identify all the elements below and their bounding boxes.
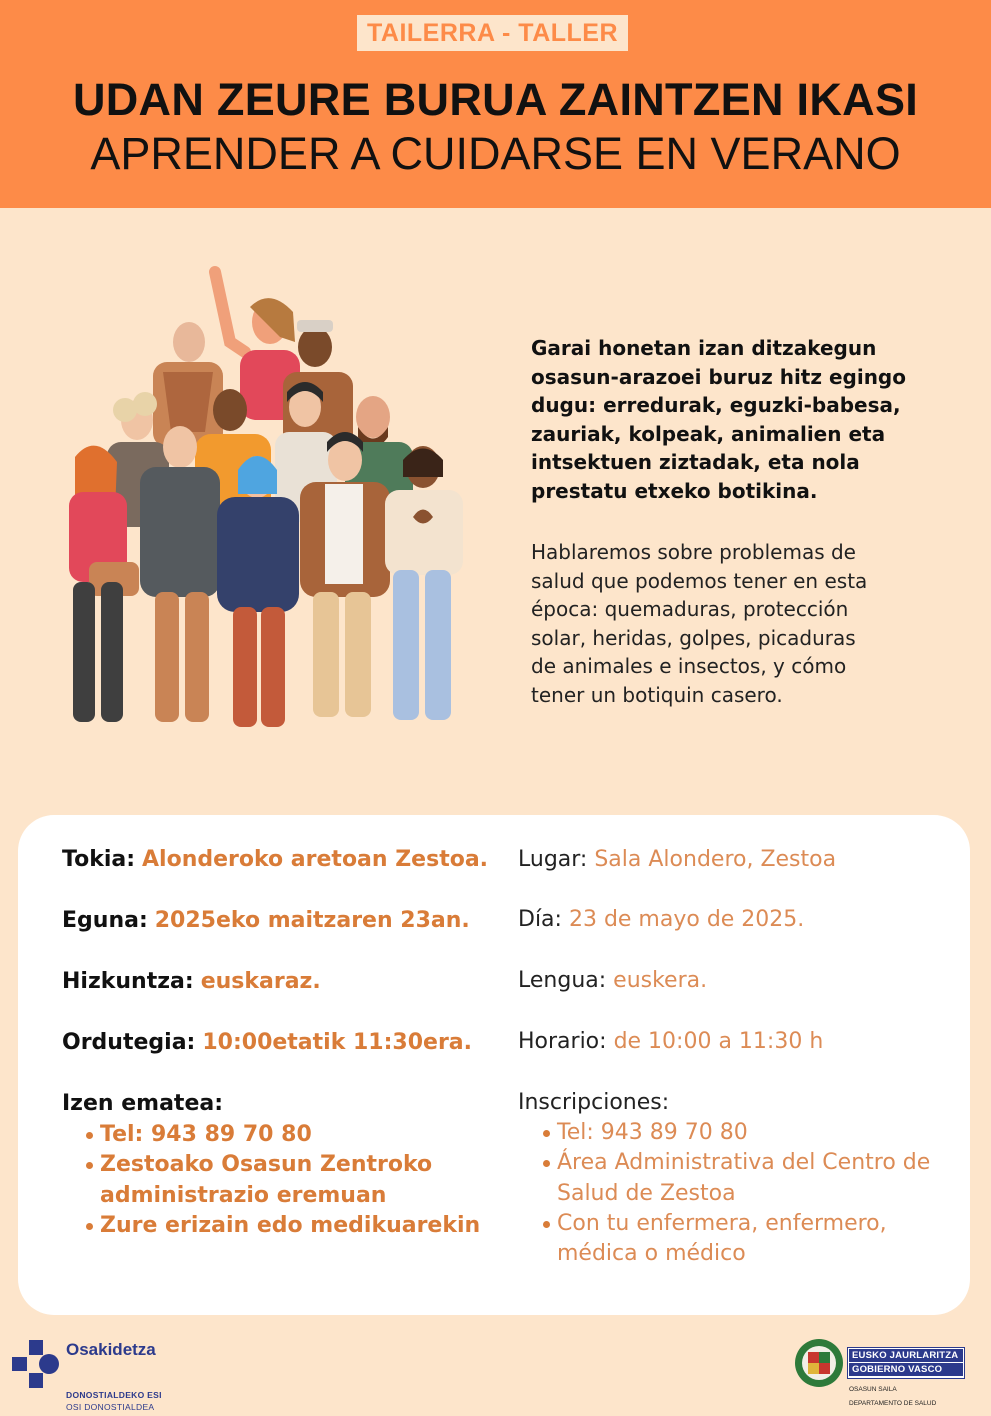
list-item-text: Salud de Zestoa [557,1180,736,1206]
basque-government-name-eu: EUSKO JAURLARITZA [849,1349,963,1362]
registration-label: Inscripciones: [518,1090,670,1115]
osakidetza-subtitle: OSI DONOSTIALDEA [66,1402,155,1412]
date-label: Eguna: [62,908,148,933]
description-basque [531,334,951,506]
registration-list-basque [86,1120,486,1241]
osakidetza-subtitle: DONOSTIALDEKO ESI [66,1390,162,1400]
description-line: época: quemaduras, protección [531,597,849,622]
registration-heading-basque [62,1089,223,1119]
list-item [543,1209,963,1270]
person-elder [153,322,223,447]
schedule-row-spanish [518,1027,823,1057]
workshop-badge: TAILERRA - TALLER [357,15,628,51]
osakidetza-name: Osakidetza [66,1340,156,1359]
language-row-basque [62,967,321,997]
language-label: Hizkuntza: [62,969,194,994]
list-item-text: administrazio eremuan [100,1182,387,1208]
language-value: euskaraz. [200,969,321,994]
description-line: de animales e insectos, y cómo [531,654,847,679]
list-item-text: Con tu enfermera, enfermero, [557,1210,887,1236]
description-spanish [531,538,951,710]
title-spanish: APRENDER A CUIDARSE EN VERANO [90,128,901,179]
title-basque: UDAN ZEURE BURUA ZAINTZEN IKASI [72,74,919,125]
language-value: euskera. [613,968,708,993]
schedule-label: Horario: [518,1029,607,1054]
list-item [543,1148,963,1209]
schedule-value: 10:00etatik 11:30era. [202,1030,473,1055]
description-line: osasun-arazoei buruz hitz egingo [531,364,906,389]
basque-government-name-es: GOBIERNO VASCO [849,1363,963,1376]
place-label: Lugar: [518,847,588,872]
date-row-spanish [518,905,804,935]
list-item-text: médica o médico [557,1241,746,1267]
department-name-eu: OSASUN SAILA [849,1386,897,1393]
schedule-value: de 10:00 a 11:30 h [613,1029,824,1054]
registration-label: Izen ematea: [62,1091,224,1116]
place-value: Alonderoko aretoan Zestoa. [142,847,489,872]
description-line: zauriak, kolpeak, animalien eta [531,421,886,446]
description-line: Garai honetan izan ditzakegun [531,336,877,360]
description-line: tener un botiquin casero. [531,682,783,707]
header-banner [0,0,991,208]
place-value: Sala Alondero, Zestoa [594,847,837,872]
person-grey-jacket [140,426,220,722]
schedule-label: Ordutegia: [62,1030,196,1055]
list-item [86,1150,486,1211]
registration-phone[interactable]: Tel: 943 89 70 80 [543,1118,963,1148]
description-line: intsektuen ziztadak, eta nola [531,450,860,475]
osakidetza-logo-icon [12,1340,60,1388]
department-name-es: DEPARTAMENTO DE SALUD [849,1400,937,1407]
list-item-text: Zestoako Osasun Zentroko [100,1152,433,1178]
place-row-spanish [518,845,836,875]
date-value: 2025eko maitzaren 23an. [154,908,470,933]
description-line: dugu: erredurak, eguzki-babesa, [531,393,901,418]
place-label: Tokia: [62,847,136,872]
language-row-spanish [518,966,707,996]
date-label: Día: [518,907,562,932]
description-line: salud que podemos tener en esta [531,568,868,593]
registration-list-spanish [543,1118,963,1269]
schedule-row-basque [62,1028,472,1058]
date-row-basque [62,906,470,936]
description-line: prestatu etxeko botikina. [531,478,818,503]
list-item-text: Área Administrativa del Centro de [557,1150,931,1176]
registration-phone[interactable]: Tel: 943 89 70 80 [86,1120,486,1150]
description-line: solar, heridas, golpes, picaduras [531,625,856,650]
basque-government-seal-icon [794,1338,844,1388]
language-label: Lengua: [518,968,607,993]
people-group-illustration [45,262,485,747]
date-value: 23 de mayo de 2025. [568,907,805,932]
place-row-basque [62,845,488,875]
list-item: Zure erizain edo medikuarekin [86,1211,486,1241]
registration-heading-spanish [518,1088,669,1118]
description-line: Hablaremos sobre problemas de [531,540,856,564]
